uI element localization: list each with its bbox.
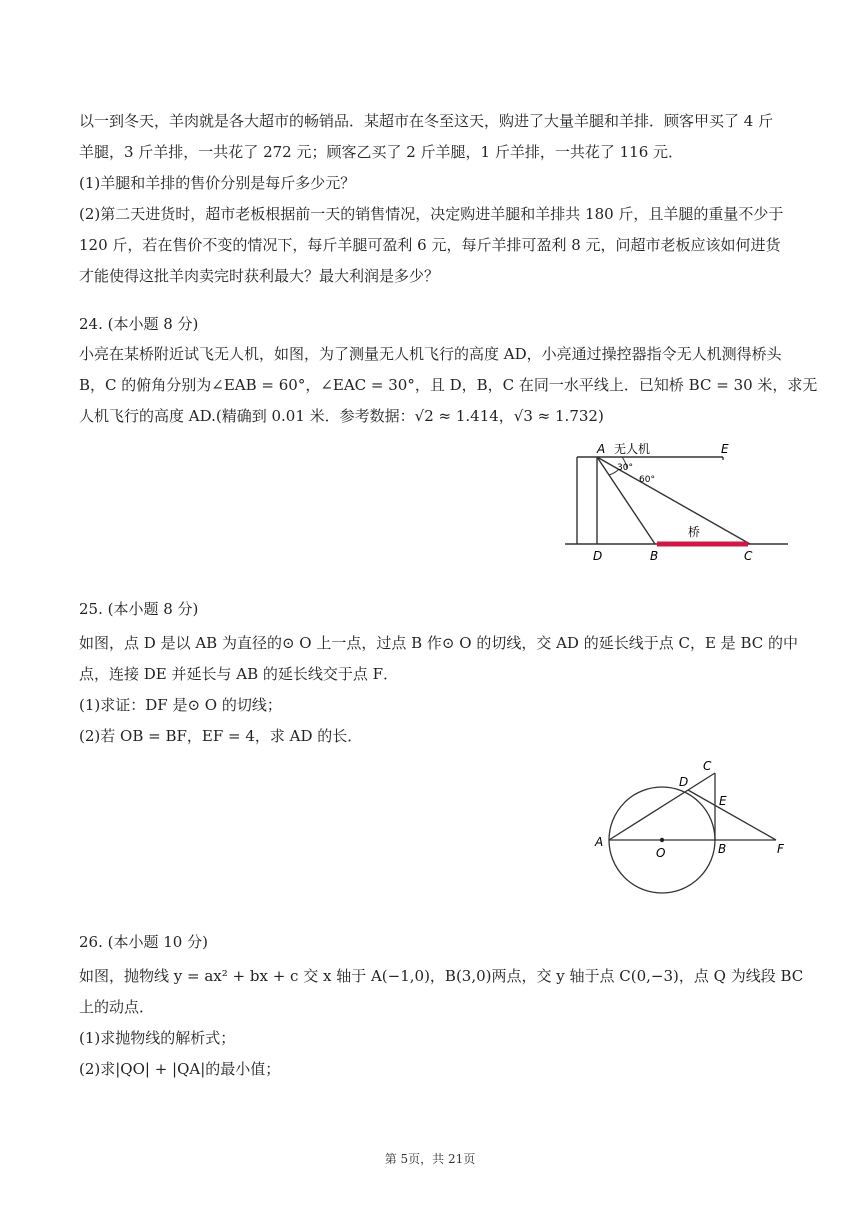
label-angle-60: 60°: [639, 475, 655, 485]
q25-text: [79, 628, 798, 752]
label-E: E: [721, 442, 729, 456]
label-A: A: [597, 442, 606, 456]
q23-intro-line-2: 羊腿，3 斤羊排，一共花了 272 元；顾客乙买了 2 斤羊腿，1 斤羊排，一共花了 116 元．: [79, 143, 684, 161]
q26-part-2: (2)求|QO| + |QA|的最小值；: [79, 1060, 281, 1078]
label-B: B: [718, 842, 727, 856]
label-C: C: [744, 549, 753, 563]
circle-tangent-figure: [590, 755, 790, 895]
q26-line-2: 上的动点．: [79, 998, 155, 1016]
center-point-O: [660, 838, 664, 842]
drone-bridge-figure: [560, 440, 792, 568]
q24-line-2: B，C 的俯角分别为∠EAB = 60°，∠EAC = 30°，且 D，B，C 在同一水平线上．已知桥 BC = 30 米，求无: [79, 376, 818, 394]
label-B: B: [650, 549, 659, 563]
label-D: D: [679, 775, 689, 789]
label-E: E: [719, 794, 727, 808]
page-footer: 第 5页，共 21页: [384, 1152, 476, 1166]
q25-line-2: 点，连接 DE 并延长与 AB 的延长线交于点 F．: [79, 665, 399, 683]
q25-part-2: (2)若 OB = BF，EF = 4，求 AD 的长．: [79, 727, 363, 745]
q23-part-2-line-3: 才能使得这批羊肉卖完时获利最大？最大利润是多少？: [79, 267, 440, 285]
label-angle-30: 30°: [617, 463, 633, 473]
q24-heading: 24. (本小题 8 分): [79, 315, 199, 333]
q25-part-1: (1)求证：DF 是⊙ O 的切线；: [79, 696, 282, 714]
label-drone: 无人机: [614, 442, 651, 456]
line-DF: [688, 790, 776, 840]
q24-line-3: 人机飞行的高度 AD.(精确到 0.01 米．参考数据：√2 ≈ 1.414，√3 ≈ 1.732): [79, 407, 604, 425]
q23-part-2-line-1: (2)第二天进货时，超市老板根据前一天的销售情况，决定购进羊腿和羊排共 180 斤，且羊腿的重量不少于: [79, 205, 784, 223]
line-AC: [609, 773, 715, 840]
q25-heading: 25. (本小题 8 分): [79, 600, 199, 618]
q26-text: [79, 961, 804, 1085]
label-C: C: [703, 759, 712, 773]
q24-line-1: 小亮在某桥附近试飞无人机，如图，为了测量无人机飞行的高度 AD，小亮通过操控器指令无人机测得桥头: [79, 345, 782, 363]
q23-part-2-line-2: 120 斤，若在售价不变的情况下，每斤羊腿可盈利 6 元，每斤羊排可盈利 8 元，问超市老板应该如何进货: [79, 236, 781, 254]
q26-heading: 26. (本小题 10 分): [79, 933, 208, 951]
q24-text: [79, 339, 818, 432]
label-O: O: [656, 846, 666, 860]
q23-part-1: (1)羊腿和羊排的售价分别是每斤多少元？: [79, 174, 356, 192]
q23-intro-line-1: 以一到冬天，羊肉就是各大超市的畅销品．某超市在冬至这天，购进了大量羊腿和羊排．顾客甲买了 4 斤: [79, 112, 774, 130]
q26-line-1: 如图，抛物线 y = ax² + bx + c 交 x 轴于 A(−1,0)，B(3,0)两点，交 y 轴于点 C(0,−3)，点 Q 为线段 BC: [79, 967, 804, 985]
q25-line-1: 如图，点 D 是以 AB 为直径的⊙ O 上一点，过点 B 作⊙ O 的切线，交 AD 的延长线于点 C，E 是 BC 的中: [79, 634, 798, 652]
q26-part-1: (1)求抛物线的解析式；: [79, 1029, 236, 1047]
label-D: D: [593, 549, 603, 563]
label-bridge: 桥: [688, 525, 701, 539]
label-A: A: [595, 835, 604, 849]
label-F: F: [777, 842, 784, 856]
q23-intro: [79, 106, 785, 292]
